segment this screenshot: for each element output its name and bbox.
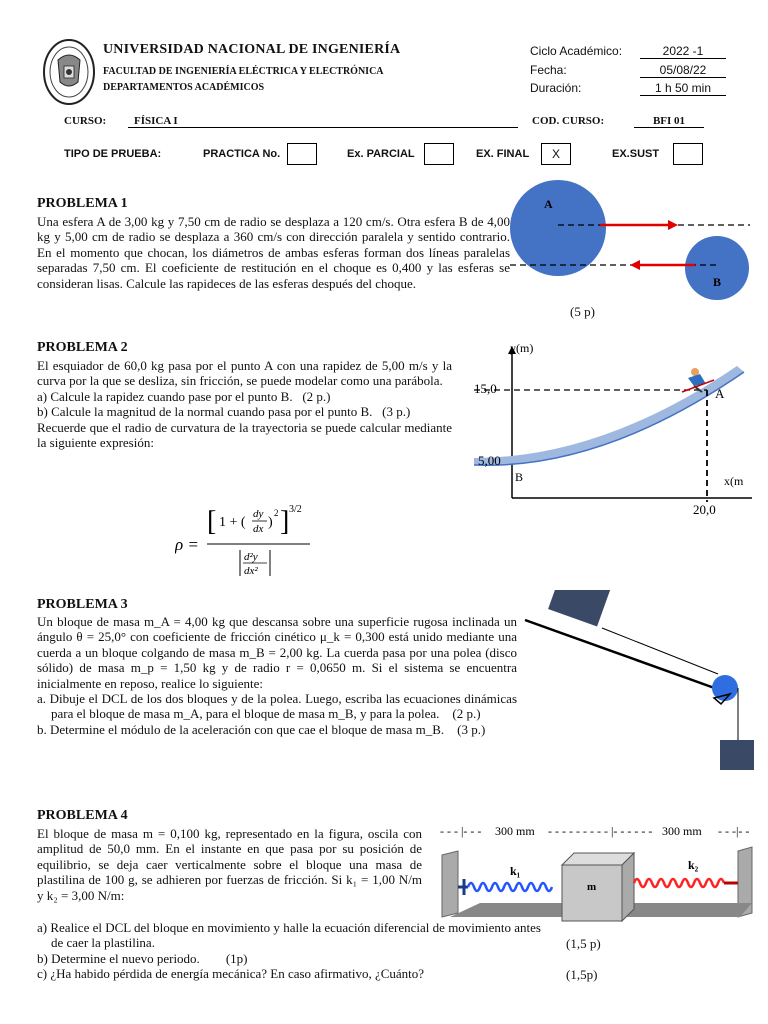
x-axis-label: x(m [724,474,744,488]
y-tick-15: 15,0 [474,381,497,396]
svg-text:dx: dx [253,523,264,535]
problem-3-part-a-points: (2 p.) [452,706,481,722]
problem-2-note: Recuerde que el radio de curvatura de la trayectoria se puede calcular mediante la siguiente expresión: [37,419,452,451]
svg-text:- - - |- - -: - - - |- - - [440,824,482,838]
problem-1-title: PROBLEMA 1 [37,196,128,211]
sphere-a-label: A [544,197,553,211]
cod-curso-label: COD. CURSO: [532,115,605,127]
spring-k1 [468,883,552,891]
departments-name: DEPARTAMENTOS ACADÉMICOS [103,82,265,93]
sphere-b-label: B [713,275,722,289]
parcial-checkbox[interactable] [424,143,454,165]
parabola-diagram [462,340,762,520]
svg-text:1 + (: 1 + ( [219,515,246,530]
parcial-label: Ex. PARCIAL [347,148,415,160]
problem-2-part-b-points: (3 p.) [382,404,411,420]
practica-checkbox[interactable] [287,143,317,165]
spring-mass-diagram [440,815,760,930]
problem-4-part-c-points: (1,5p) [566,967,598,982]
problem-3-part-b-points: (3 p.) [457,721,486,737]
block-a [548,590,610,627]
collision-diagram [510,180,750,300]
spring-k2-label: k₂ [688,858,699,872]
problem-2-text [37,358,452,450]
svg-text:2: 2 [274,508,279,518]
problem-4-text: El bloque de masa m = 0,100 kg, representado en la figura, oscila con amplitud de 50,0 mm. En el instante en que pasa por su posición de equilibrio, se deja caer verticalmente sobre el bloque una masa de plastilina de 100 g, se adhieren por fuerzas de fricción. Si k₁ = 1,00 N/m y k₂ = 3,00 N/m: [37,826,422,903]
final-label: EX. FINAL [476,148,530,160]
problem-2-part-a: a) Calcule la rapidez cuando pase por el punto B. [37,388,293,404]
sphere-a [510,180,606,276]
university-seal-icon [42,38,96,106]
dimension-left: 300 mm [495,824,535,838]
fecha-value: 05/08/22 [640,63,726,78]
block-b [720,740,754,770]
spring-k1-label: k₁ [510,864,521,878]
ciclo-value: 2022 -1 [640,44,726,59]
svg-text:- - - - - - - - - |- - - - - -: - - - - - - - - - |- - - - - - [548,824,653,838]
sust-label: EX.SUST [612,148,660,160]
problem-1-text: Una esfera A de 3,00 kg y 7,50 cm de radio se desplaza a 120 cm/s. Otra esfera B de 4,00 kg y 5,00 cm de radio se desplaza a 360 cm/s con dirección paralela y sentido contrario. En el momento que chocan, los diámetros de ambas esferas forman dos líneas paralelas separadas 7,50 cm. El coeficiente de restitución en el choque es 0,400 y las esferas se consideran lisas. Calcule las rapideces de las esferas después del choque. [37,214,510,291]
problem-3-statement: Un bloque de masa m_A = 4,00 kg que descansa sobre una superficie rugosa inclinada un ángulo θ = 25,0° con coeficiente de fricción cinético μ_k = 0,300 está unido mediante una cuerda a un bloque colgando de masa m_B = 2,00 kg. La cuerda pasa por una polea (disco sólido) de masa m_p = 1,50 kg y de radio r = 0,0650 m. Si el sistema se encuentra inicialmente en reposo, realice lo siguiente: [37,614,517,691]
curvature-formula [175,500,315,580]
university-name: UNIVERSIDAD NACIONAL DE INGENIERÍA [103,42,401,57]
problem-1-points: (5 p) [570,304,595,319]
oscillating-block [562,865,622,921]
faculty-name: FACULTAD DE INGENIERÍA ELÉCTRICA Y ELECTRÓNICA [103,66,384,77]
svg-text:]: ] [280,506,290,537]
problem-4-part-a: a) Realice el DCL del bloque en movimiento y halle la ecuación diferencial de movimiento antes de caer la plastilina. [37,920,541,951]
incline-surface [525,620,720,690]
problem-4-title: PROBLEMA 4 [37,808,128,823]
svg-text:3/2: 3/2 [289,504,302,515]
incline-pulley-diagram [520,590,760,775]
point-a-label: A [715,386,725,401]
spring-k2 [634,879,724,887]
left-wall [442,851,458,917]
svg-text:ρ =: ρ = [175,535,199,554]
curso-label: CURSO: [64,115,107,127]
curso-value: FÍSICA I [128,115,518,128]
duracion-label: Duración: [530,81,582,95]
y-tick-5: 5,00 [478,453,501,468]
svg-text:d²y: d²y [244,551,258,563]
practica-label: PRACTICA No. [203,148,281,160]
problem-3-part-b: b. Determine el módulo de la aceleración con que cae el bloque de masa m_B. [37,721,445,737]
problem-3-text [37,614,517,737]
problem-3-title: PROBLEMA 3 [37,597,128,612]
svg-text:[: [ [207,506,217,537]
cod-curso-value: BFI 01 [634,115,704,128]
tipo-prueba-label: TIPO DE PRUEBA: [64,148,162,160]
dimension-right: 300 mm [662,824,702,838]
duracion-value: 1 h 50 min [640,81,726,96]
problem-4-part-b: b) Determine el nuevo periodo. [37,950,200,966]
svg-text:dy: dy [253,508,264,520]
y-axis-label: y(m) [510,341,534,355]
sust-checkbox[interactable] [673,143,703,165]
problem-2-title: PROBLEMA 2 [37,340,128,355]
velocity-a-arrow-icon [668,220,678,230]
problem-4-part-c: c) ¿Ha habido pérdida de energía mecánica? En caso afirmativo, ¿Cuánto? [37,966,425,982]
svg-text:dx²: dx² [244,565,258,577]
problem-3-part-a: a. Dibuje el DCL de los dos bloques y de la polea. Luego, escriba las ecuaciones dinámicas para el bloque de masa m_A, para el bloque de masa m_B, y para la polea. [37,691,517,722]
problem-2-part-a-points: (2 p.) [302,388,331,404]
problem-4-part-a-points: (1,5 p) [566,936,601,951]
velocity-b-arrow-icon [630,260,640,270]
problem-2-statement: El esquiador de 60,0 kg pasa por el punto A con una rapidez de 5,00 m/s y la curva por la que se desliza, sin fricción, se puede modelar como una parábola. [37,358,452,389]
problem-2-part-b: b) Calcule la magnitud de la normal cuando pasa por el punto B. [37,404,373,420]
svg-text:): ) [268,515,273,530]
ciclo-label: Ciclo Académico: [530,44,623,58]
final-checkbox[interactable]: X [541,143,571,165]
problem-4-part-b-points: (1p) [225,950,248,966]
fecha-label: Fecha: [530,63,567,77]
block-mass-label: m [587,881,597,893]
point-b-label: B [515,470,524,484]
sphere-b [685,236,749,300]
x-tick-20: 20,0 [693,502,716,517]
svg-text:- - -|- -: - - -|- - [718,824,750,838]
